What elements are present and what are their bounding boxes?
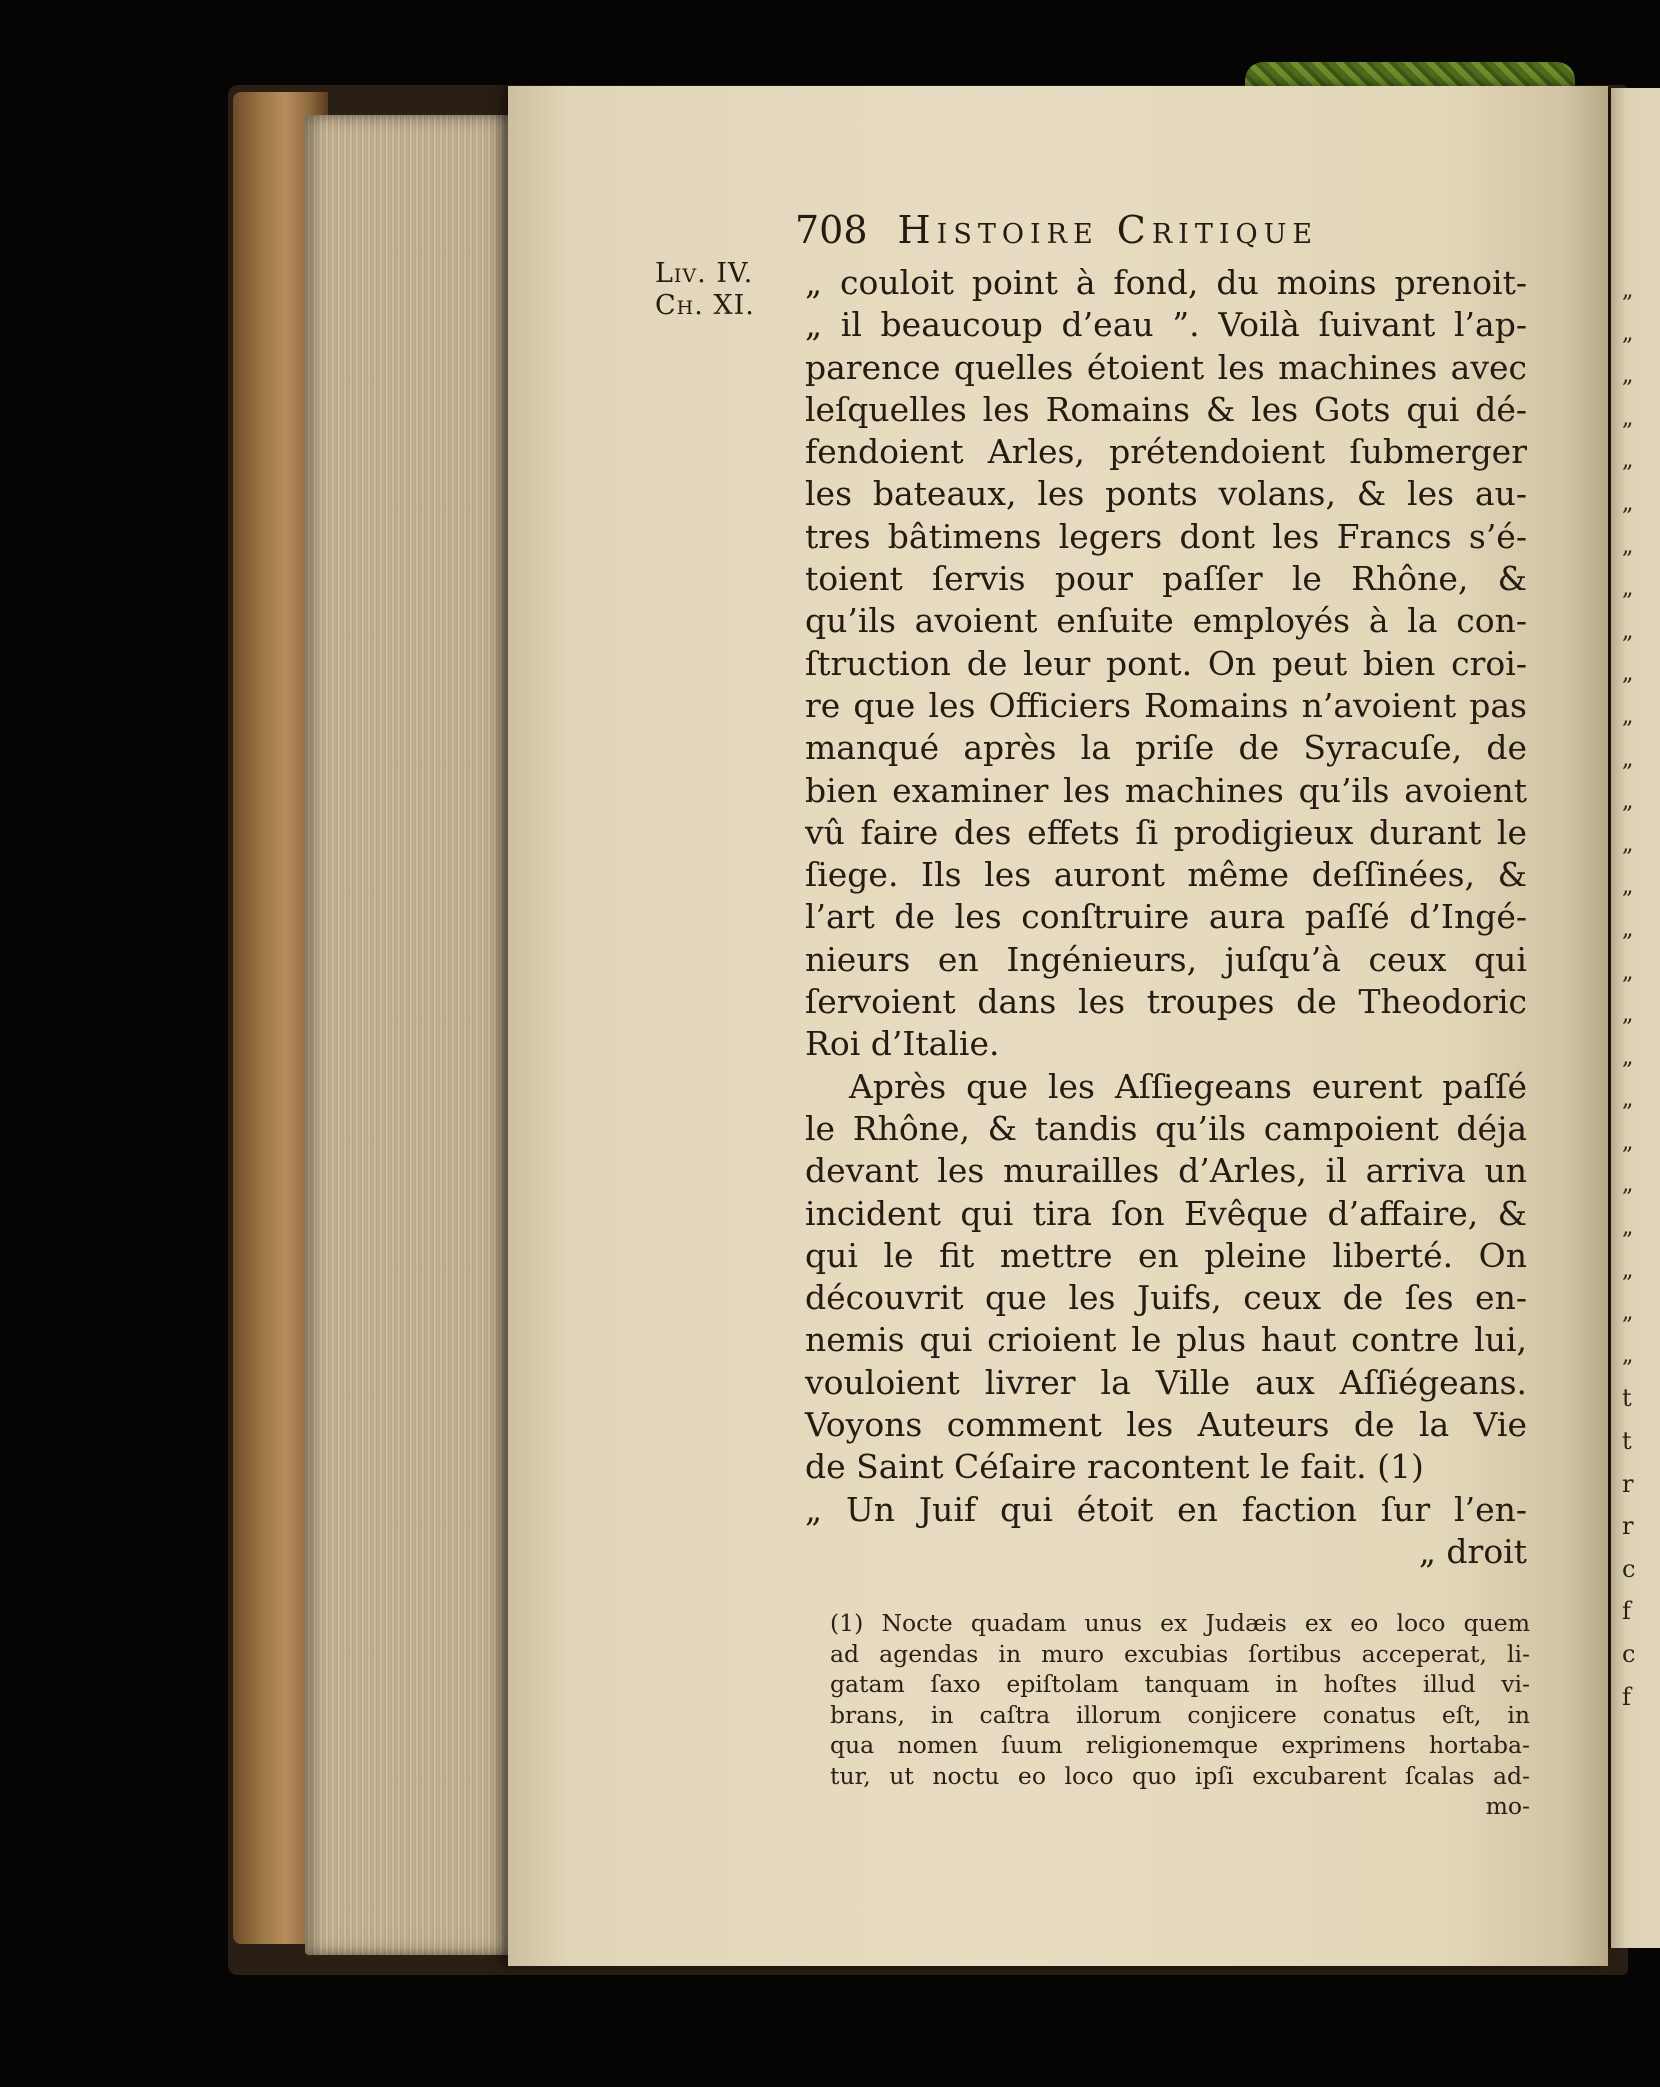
- facing-page-mark: „: [1622, 320, 1634, 346]
- facing-page-mark: t: [1622, 1384, 1632, 1413]
- facing-page-mark: „: [1622, 1257, 1634, 1283]
- facing-page-mark: „: [1622, 490, 1634, 516]
- facing-page-mark: „: [1622, 1129, 1634, 1155]
- facing-page-mark: „: [1622, 1044, 1634, 1070]
- body-line: nieurs en Ingénieurs, juſqu’à ceux qui: [805, 939, 1527, 979]
- facing-page-mark: „: [1622, 533, 1634, 559]
- facing-page-mark: „: [1622, 1215, 1634, 1241]
- body-line: Roi d’Italie.: [805, 1024, 1000, 1064]
- body-text: [805, 262, 1527, 1573]
- footnote-line: gatam ſaxo epiſtolam tanquam in hoſtes illud vi-: [830, 1670, 1530, 1698]
- facing-page-mark: „: [1622, 916, 1634, 942]
- facing-page-mark: „: [1622, 789, 1634, 815]
- facing-page-mark: „: [1622, 576, 1634, 602]
- footnote: [830, 1608, 1530, 1822]
- facing-page-mark: „: [1622, 618, 1634, 644]
- page-edges: [305, 115, 515, 1955]
- facing-page-mark: „: [1622, 1300, 1634, 1326]
- body-line: les bateaux, les ponts volans, & les au-: [805, 474, 1527, 514]
- body-line: nemis qui crioient le plus haut contre lui,: [805, 1320, 1527, 1360]
- footnote-line: tur, ut noctu eo loco quo ipſi excubarent ſcalas ad-: [830, 1761, 1530, 1790]
- facing-page-mark: „: [1622, 874, 1634, 900]
- body-line: Voyons comment les Auteurs de la Vie: [805, 1405, 1527, 1445]
- body-line: tres bâtimens legers dont les Francs s’é-: [805, 516, 1527, 556]
- body-line: fendoient Arles, prétendoient ſubmerger: [805, 432, 1527, 472]
- facing-page-mark: „: [1622, 959, 1634, 985]
- facing-page-mark: c: [1622, 1640, 1636, 1668]
- body-line: toient ſervis pour paſſer le Rhône, &: [805, 559, 1527, 599]
- facing-page-mark: „: [1622, 831, 1634, 857]
- facing-page-mark: c: [1622, 1554, 1636, 1583]
- body-line: re que les Officiers Romains n’avoient pas: [805, 685, 1527, 725]
- footnote-line: mo-: [1485, 1792, 1530, 1820]
- facing-page-mark: r: [1622, 1512, 1634, 1541]
- body-line: vû faire des effets ſi prodigieux durant le: [805, 812, 1527, 852]
- body-line: parence quelles étoient les machines avec: [805, 347, 1527, 387]
- facing-page-mark: „: [1622, 1342, 1634, 1368]
- facing-page-mark: t: [1622, 1427, 1632, 1456]
- page-number: 708: [795, 208, 868, 252]
- margin-note-chapter: Ch. XI.: [655, 290, 755, 321]
- margin-note: [655, 258, 755, 322]
- body-line: incident qui tira ſon Evêque d’affaire, &: [805, 1193, 1527, 1233]
- body-line: leſquelles les Romains & les Gots qui dé-: [805, 389, 1527, 429]
- facing-page-mark: „: [1622, 1087, 1634, 1113]
- facing-page-mark: „: [1622, 405, 1634, 431]
- body-line: de Saint Céſaire racontent le fait. (1): [805, 1447, 1424, 1487]
- body-line: ſtruction de leur pont. On peut bien croi-: [805, 643, 1527, 683]
- facing-page-mark: „: [1622, 278, 1634, 303]
- facing-page-mark: f: [1622, 1597, 1631, 1626]
- body-line: „ couloit point à fond, du moins prenoit-: [805, 263, 1527, 302]
- facing-page-mark: „: [1622, 703, 1634, 729]
- footnote-line: (1) Nocte quadam unus ex Judæis ex eo loco quem: [830, 1609, 1530, 1637]
- facing-page-mark: „: [1622, 448, 1634, 474]
- facing-page-mark: „: [1622, 746, 1634, 772]
- body-line: devant les murailles d’Arles, il arriva un: [805, 1151, 1527, 1191]
- body-line: le Rhône, & tandis qu’ils campoient déja: [805, 1108, 1527, 1148]
- body-line: qui le fit mettre en pleine liberté. On: [805, 1235, 1527, 1275]
- facing-page-mark: f: [1622, 1682, 1631, 1711]
- running-head: [795, 208, 1515, 260]
- body-line: manqué après la priſe de Syracuſe, de: [805, 728, 1527, 768]
- footnote-line: brans, in caſtra illorum conjicere conatus eſt, in: [830, 1700, 1530, 1729]
- facing-page-mark: „: [1622, 363, 1634, 389]
- facing-page-mark: r: [1622, 1469, 1634, 1498]
- body-line: qu’ils avoient enſuite employés à la con-: [805, 601, 1527, 641]
- body-line: „ droit: [1418, 1531, 1527, 1571]
- footnote-line: qua nomen ſuum religionemque exprimens hortaba-: [830, 1731, 1530, 1759]
- body-line: vouloient livrer la Ville aux Aſſiégeans.: [805, 1362, 1527, 1402]
- body-line: ſiege. Ils les auront même deſſinées, &: [805, 855, 1527, 895]
- footnote-line: ad agendas in muro excubias ſortibus acceperat, li-: [830, 1639, 1530, 1668]
- body-line: Après que les Aſſiegeans eurent paſſé: [849, 1066, 1527, 1106]
- facing-page-mark: „: [1622, 1172, 1634, 1198]
- facing-page-margin-marks: [1622, 270, 1658, 1718]
- facing-page-mark: „: [1622, 661, 1634, 687]
- body-line: bien examiner les machines qu’ils avoient: [805, 770, 1527, 810]
- body-line: l’art de les conſtruire aura paſſé d’Ingé-: [805, 897, 1527, 937]
- body-line: „ Un Juif qui étoit en faction ſur l’en-: [805, 1489, 1527, 1529]
- body-line: „ il beaucoup d’eau ”. Voilà ſuivant l’ap-: [805, 305, 1527, 345]
- margin-note-book: Liv. IV.: [655, 258, 754, 289]
- facing-page-mark: „: [1622, 1002, 1634, 1028]
- body-line: ſervoient dans les troupes de Theodoric: [805, 982, 1527, 1022]
- body-line: découvrit que les Juifs, ceux de ſes en-: [805, 1278, 1527, 1318]
- running-title: Histoire Critique: [897, 208, 1319, 252]
